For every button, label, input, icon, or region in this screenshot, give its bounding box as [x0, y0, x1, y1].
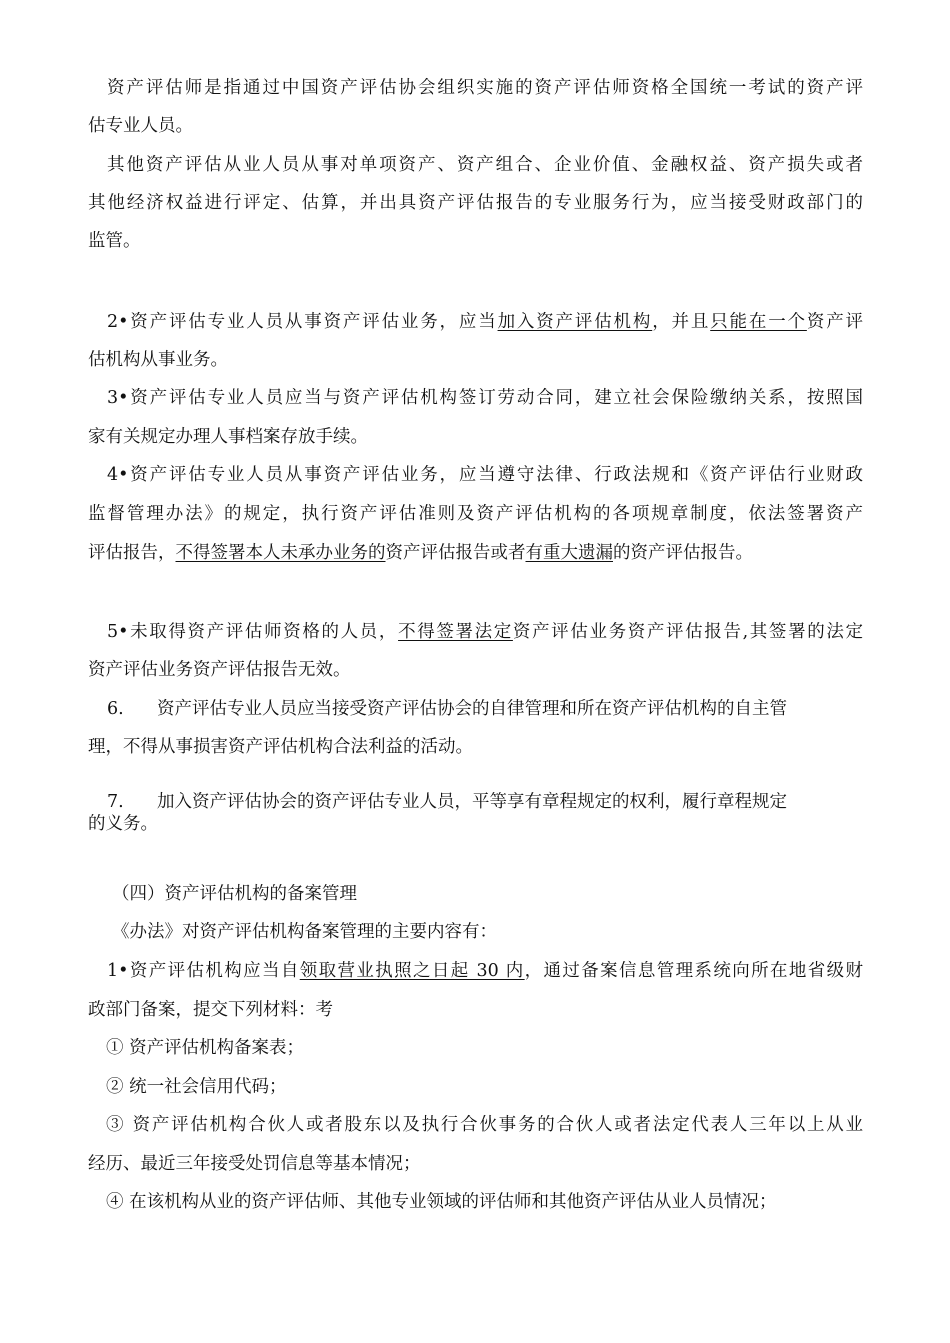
paragraph-other-practitioners-line-2: 其他经济权益进行评定、估算，并出具资产评估报告的专业服务行为，应当接受财政部门的 [88, 193, 863, 213]
item-4-underline-major-omission: 有重大遗漏 [525, 543, 613, 563]
item-5-text-b: 资产评估业务资产评估报告,其签署的法定 [512, 622, 863, 642]
paragraph-appraiser-definition-line-1: 资产评估师是指通过中国资产评估协会组织实施的资产评估师资格全国统一考试的资产评 [107, 78, 863, 98]
filing-item-1-text-a: 1•资产评估机构应当自 [107, 961, 300, 981]
item-3-line-2: 家有关规定办理人事档案存放手续。 [88, 427, 368, 447]
filing-item-1-line-1 [88, 959, 863, 983]
item-2-text-b: ，并且 [652, 312, 711, 332]
item-4-text-c: 的资产评估报告。 [613, 543, 753, 563]
item-2-underline-join-agency: 加入资产评估机构 [497, 312, 653, 332]
item-7-number: 7. [107, 792, 124, 812]
paragraph-other-practitioners-line-3: 监管。 [88, 231, 141, 251]
section-heading: （四）资产评估机构的备案管理 [112, 884, 357, 904]
item-2-text-c: 资产评 [806, 312, 863, 332]
item-2-underline-only-one: 只能在一个 [710, 312, 807, 332]
item-5-text-a: 5•未取得资产评估师资格的人员， [107, 622, 399, 642]
item-4-line-3 [88, 541, 863, 565]
filing-item-1-line-2: 政部门备案，提交下列材料：考 [88, 1000, 333, 1020]
item-6-text: 资产评估专业人员应当接受资产评估协会的自律管理和所在资产评估机构的自主管 [157, 699, 787, 719]
material-item-4: ④ 在该机构从业的资产评估师、其他专业领域的评估师和其他资产评估从业人员情况； [106, 1192, 777, 1212]
item-7-text: 加入资产评估协会的资产评估专业人员，平等享有章程规定的权利，履行章程规定 [157, 792, 787, 812]
item-4-line-2: 监督管理办法》的规定，执行资产评估准则及资产评估机构的各项规章制度，依法签署资产 [88, 504, 863, 524]
paragraph-other-practitioners-line-1: 其他资产评估从业人员从事对单项资产、资产组合、企业价值、金融权益、资产损失或者 [107, 155, 863, 175]
section-intro: 《办法》对资产评估机构备案管理的主要内容有： [112, 922, 497, 942]
filing-item-1-text-b: ，通过备案信息管理系统向所在地省级财 [524, 961, 863, 981]
item-4-text-b: 资产评估报告或者 [385, 543, 526, 563]
material-item-2: ② 统一社会信用代码； [106, 1077, 287, 1097]
filing-item-1-underline-deadline: 领取营业执照之日起 30 内 [299, 961, 525, 981]
item-6-number: 6. [107, 699, 124, 719]
item-2-line-1 [88, 310, 863, 334]
material-item-1: ① 资产评估机构备案表； [106, 1038, 305, 1058]
material-item-3-line-2: 经历、最近三年接受处罚信息等基本情况； [88, 1154, 421, 1174]
item-4-underline-not-sign: 不得签署本人未承办业务的 [175, 543, 386, 563]
item-5-underline-not-sign-statutory: 不得签署法定 [398, 622, 513, 642]
item-7-line-1 [88, 790, 863, 814]
item-3-line-1: 3•资产评估专业人员应当与资产评估机构签订劳动合同，建立社会保险缴纳关系，按照国 [107, 388, 863, 408]
item-5-line-1 [88, 620, 863, 644]
paragraph-appraiser-definition-line-2: 估专业人员。 [88, 116, 193, 136]
item-6-line-1 [88, 697, 863, 721]
item-2-text-a: 2•资产评估专业人员从事资产评估业务，应当 [107, 312, 498, 332]
item-5-line-2: 资产评估业务资产评估报告无效。 [88, 660, 351, 680]
item-4-text-a: 评估报告， [88, 543, 176, 563]
item-6-line-2: 理，不得从事损害资产评估机构合法利益的活动。 [88, 737, 473, 757]
item-4-line-1: 4•资产评估专业人员从事资产评估业务，应当遵守法律、行政法规和《资产评估行业财政 [107, 465, 863, 485]
item-7-line-2: 的义务。 [88, 814, 158, 834]
item-2-line-2: 估机构从事业务。 [88, 350, 228, 370]
material-item-3-line-1: ③ 资产评估机构合伙人或者股东以及执行合伙事务的合伙人或者法定代表人三年以上从业 [106, 1115, 863, 1135]
